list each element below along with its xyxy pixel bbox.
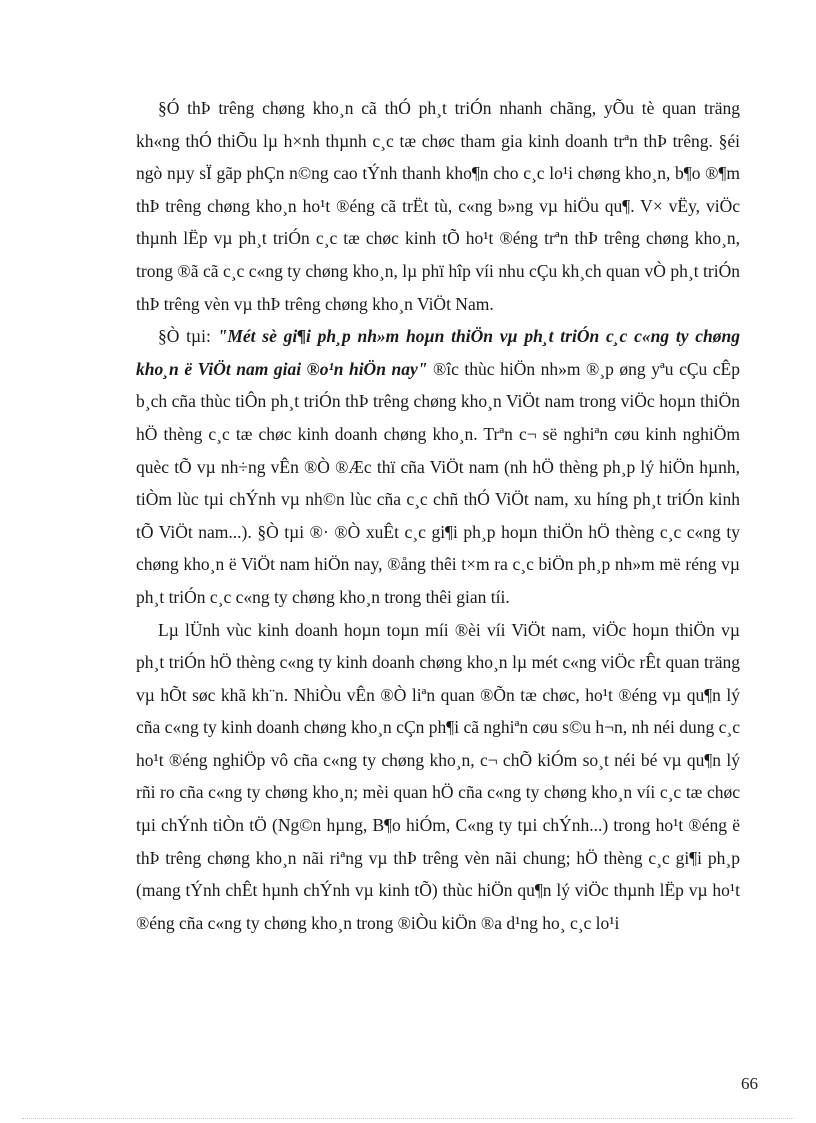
body-text (136, 92, 740, 939)
paragraph-2-intro: §Ò tµi: (158, 326, 218, 347)
paragraph-2-body: ®îc thùc hiÖn nh»m ®¸p øng yªu cÇu cÊp b¸ch cña thùc tiÔn ph¸t triÓn thÞ trêng chøng kho¸n ViÖt nam trong viÖc hoµn thiÖn hÖ thèng c¸c tæ chøc kinh doanh chøng kho¸n. Trªn c¬ së nghiªn cøu kinh nghiÖm quèc tÕ vµ nh÷ng vÊn ®Ò ®Æc thï cña ViÖt nam (nh hÖ thèng ph¸p lý hiÖn hµnh, tiÒm lùc tµi chÝnh vµ nh©n lùc cña c¸c chñ thÓ ViÖt nam, xu híng ph¸t triÓn kinh tÕ ViÖt nam...). §Ò tµi ®· ®Ò xuÊt c¸c gi¶i ph¸p hoµn thiÖn hÖ thèng c¸c c«ng ty chøng kho¸n ë ViÖt nam hiÖn nay, ®ång thêi t×m ra c¸c biÖn ph¸p nh»m më réng vµ ph¸t triÓn c¸c c«ng ty chøng kho¸n trong thêi gian tíi. (136, 358, 740, 607)
thesis-title: "Mét sè gi¶i ph¸p nh»m hoµn thiÖn vµ ph¸t triÓn c¸c c«ng ty chøng kho¸n ë ViÖt nam giai ®o¹n hiÖn nay" (136, 326, 741, 379)
paragraph-1: §Ó thÞ trêng chøng kho¸n cã thÓ ph¸t triÓn nhanh chãng, yÕu tè quan träng kh«ng thÓ thiÕu lµ h×nh thµnh c¸c tæ chøc tham gia kinh doanh trªn thÞ trêng. §éi ngò nµy sÏ gãp phÇn n©ng cao tÝnh thanh kho¶n cho c¸c lo¹i chøng kho¸n, b¶o ®¶m thÞ trêng chøng kho¸n ho¹t ®éng cã trËt tù, c«ng b»ng vµ hiÖu qu¶. V× vËy, viÖc thµnh lËp vµ ph¸t triÓn c¸c tæ chøc kinh tÕ ho¹t ®éng trªn thÞ trêng chøng kho¸n, trong ®ã cã c¸c c«ng ty chøng kho¸n, lµ phï hîp víi nhu cÇu kh¸ch quan vÒ ph¸t triÓn thÞ trêng vèn vµ thÞ trêng chøng kho¸n ViÖt Nam. (136, 98, 740, 314)
bottom-divider (22, 1118, 794, 1119)
page-number: 66 (741, 1074, 758, 1093)
paragraph-2 (136, 320, 740, 613)
paragraph-3: Lµ lÜnh vùc kinh doanh hoµn toµn míi ®èi víi ViÖt nam, viÖc hoµn thiÖn vµ ph¸t triÓn hÖ thèng c«ng ty kinh doanh chøng kho¸n lµ mét c«ng viÖc rÊt quan träng vµ hÕt søc khã kh¨n. NhiÒu vÊn ®Ò liªn quan ®Õn tæ chøc, ho¹t ®éng vµ qu¶n lý cña c«ng ty kinh doanh chøng kho¸n cÇn ph¶i cã nghiªn cøu s©u h¬n, nh néi dung c¸c ho¹t ®éng nghiÖp vô cña c«ng ty chøng kho¸n, c¬ chÕ kiÓm so¸t néi bé vµ qu¶n lý rñi ro cña c«ng ty chøng kho¸n; mèi quan hÖ cña c«ng ty chøng kho¸n víi c¸c tæ chøc tµi chÝnh tiÒn tÖ (Ng©n hµng, B¶o hiÓm, C«ng ty tµi chÝnh...) trong ho¹t ®éng ë thÞ trêng chøng kho¸n nãi riªng vµ thÞ trêng vèn nãi chung; hÖ thèng c¸c gi¶i ph¸p (mang tÝnh chÊt hµnh chÝnh vµ kinh tÕ) thùc hiÖn qu¶n lý viÖc thµnh lËp vµ ho¹t ®éng cña c«ng ty chøng kho¸n trong ®iÒu kiÖn ®a d¹ng ho¸ c¸c lo¹i (136, 619, 740, 933)
